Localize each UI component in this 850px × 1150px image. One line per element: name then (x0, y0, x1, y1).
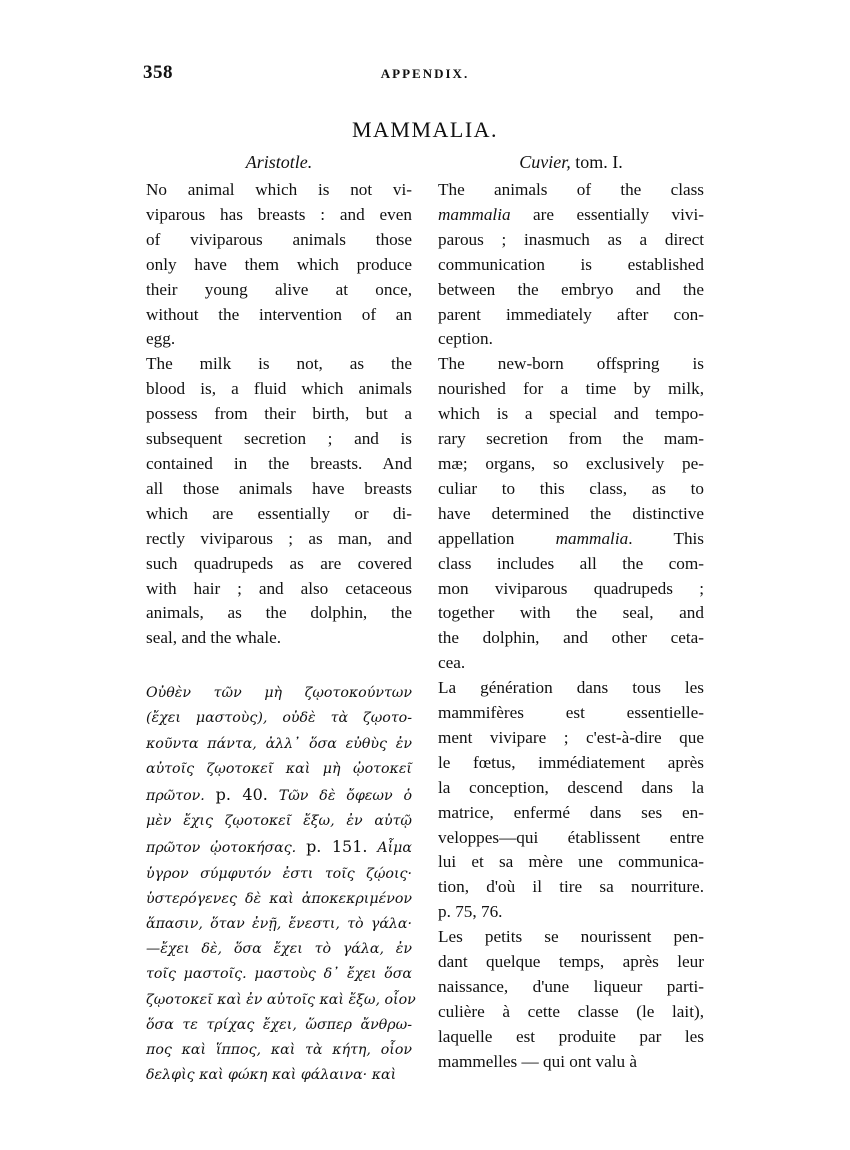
text-line: Les petits se nourissent pen- (438, 927, 704, 947)
text-line: blood is, a fluid which animals (146, 379, 412, 399)
right-column (438, 150, 704, 1075)
text-line: La génération dans tous les (438, 678, 704, 698)
text-line: which are essentially or di- (146, 503, 412, 523)
text-line: egg. (146, 329, 176, 349)
text-line: their young alive at once, (146, 279, 412, 299)
text-line: mammalia are essentially vivi- (438, 204, 704, 224)
text-line: mon viviparous quadrupeds ; (438, 578, 704, 598)
left-paragraph-2 (146, 352, 412, 651)
text-line: viparous has breasts : and even (146, 204, 412, 224)
text-line: subsequent secretion ; and is (146, 429, 412, 449)
greek-line: ζῳοτοκεῖ καὶ ἐν αὐτοῖς καὶ ἔξω, οἷον (146, 991, 416, 1008)
text-line: The new-born offspring is (438, 354, 704, 374)
left-column-heading: Aristotle. (245, 152, 313, 172)
text-line: rary secretion from the mam- (438, 429, 704, 449)
text-line: all those animals have breasts (146, 478, 412, 498)
text-line: of viviparous animals those (146, 229, 412, 249)
greek-line: ὑγρον σύμφυτόν ἐστι τοῖς ζῴοις· (146, 865, 412, 882)
text-line: mammelles — qui ont valu à (438, 1051, 638, 1071)
text-line: possess from their birth, but a (146, 404, 412, 424)
text-line: dant quelque temps, après leur (438, 952, 704, 972)
left-paragraph-1 (146, 178, 412, 352)
text-line: seal, and the whale. (146, 628, 282, 648)
greek-line: δελφὶς καὶ φώκη καὶ φάλαινα· καὶ (146, 1067, 397, 1084)
text-line: have determined the distinctive (438, 503, 704, 523)
text-line: only have them which produce (146, 254, 412, 274)
text-line: lui et sa mère une communica- (438, 852, 704, 872)
text-line: communication is established (438, 254, 704, 274)
right-paragraph-2 (438, 352, 704, 676)
greek-line: (ἔχει μαστοὺς), οὐδὲ τὰ ζῳοτο- (146, 710, 412, 727)
section-title: MAMMALIA. (351, 117, 499, 142)
greek-line: αὐτοῖς ζῳοτοκεῖ καὶ μὴ ᾠοτοκεῖ (146, 760, 412, 777)
text-line: rectly viviparous ; as man, and (146, 528, 412, 548)
text-line: such quadrupeds as are covered (146, 553, 412, 573)
text-line: mammifères est essentielle- (438, 703, 704, 723)
text-line: The animals of the class (438, 180, 704, 199)
text-line: culière à cette classe (le lait), (438, 1001, 704, 1021)
text-line: tion, d'où il tire sa nourriture. (438, 877, 704, 897)
text-line: la conception, descend dans la (438, 777, 704, 797)
right-column-body (438, 178, 704, 1075)
greek-line: πρῶτον ᾠοτοκήσας. p. 151. Αἷμα (146, 837, 412, 857)
right-column-volume: tom. I. (575, 152, 623, 172)
text-line: veloppes—qui établissent entre (438, 827, 704, 847)
text-line: le fœtus, immédiatement après (438, 752, 704, 772)
greek-line: τοῖς μαστοῖς. μαστοὺς δ᾽ ἔχει ὅσα (146, 966, 412, 983)
running-head: APPENDIX. (380, 66, 470, 81)
text-line: laquelle est produite par les (438, 1026, 704, 1046)
text-line: which is a special and tempo- (438, 404, 704, 424)
right-paragraph-3 (438, 676, 704, 925)
text-line: culiar to this class, as to (438, 478, 704, 498)
text-line: the dolphin, and other ceta- (438, 628, 704, 648)
greek-line: μὲν ἔχις ζῳοτοκεῖ ἔξω, ἐν αὐτῷ (146, 813, 412, 830)
text-line: parous ; inasmuch as a direct (438, 229, 704, 249)
greek-line: ὅσα τε τρίχας ἔχει, ὥσπερ ἄνθρω- (146, 1016, 412, 1033)
right-paragraph-4 (438, 925, 704, 1074)
text-line: with hair ; and also cetaceous (146, 578, 412, 598)
text-line: matrice, enfermé dans ses en- (438, 802, 704, 822)
left-column-body (146, 178, 412, 651)
text-line: animals, as the dolphin, the (146, 603, 412, 623)
text-line: cea. (438, 653, 466, 673)
text-line: ception. (438, 329, 493, 349)
page-number: 358 (143, 62, 173, 83)
greek-line: ὑστερόγενες δὲ καὶ ἀποκεκριμένον (146, 890, 412, 907)
right-paragraph-1 (438, 178, 704, 352)
text-line: between the embryo and the (438, 279, 704, 299)
text-line: nourished for a time by milk, (438, 379, 704, 399)
greek-line: Οὐθὲν τῶν μὴ ζῳοτοκούντων (146, 685, 412, 702)
text-line: class includes all the com- (438, 553, 704, 573)
text-line: together with the seal, and (438, 603, 704, 623)
text-line: contained in the breasts. And (146, 453, 412, 473)
text-line: p. 75, 76. (438, 902, 503, 922)
text-line: parent immediately after con- (438, 304, 704, 324)
greek-line: πος καὶ ἵππος, καὶ τὰ κήτη, οἷον (146, 1042, 412, 1059)
greek-line: πρῶτον. p. 40. Τῶν δὲ ὄφεων ὁ (146, 785, 412, 805)
text-line: naissance, d'une liqueur parti- (438, 977, 704, 996)
greek-quotation (146, 681, 416, 1088)
greek-line: ἅπασιν, ὅταν ἐνῇ, ἔνεστι, τὸ γάλα· (146, 916, 412, 933)
greek-line: —ἔχει δὲ, ὅσα ἔχει τὸ γάλα, ἐν (146, 941, 412, 958)
text-line: ment vivipare ; c'est-à-dire que (438, 727, 704, 747)
text-line: mæ; organs, so exclusively pe- (438, 453, 704, 473)
right-column-heading (438, 150, 704, 178)
left-column (146, 150, 416, 1088)
text-line: The milk is not, as the (146, 354, 412, 374)
text-line: appellation mammalia. This (438, 528, 704, 548)
greek-line: κοῦντα πάντα, ἀλλ᾽ ὅσα εὐθὺς ἐν (146, 735, 412, 752)
text-line: No animal which is not vi- (146, 180, 412, 199)
text-line: without the intervention of an (146, 304, 412, 324)
right-column-author: Cuvier, (519, 152, 571, 172)
